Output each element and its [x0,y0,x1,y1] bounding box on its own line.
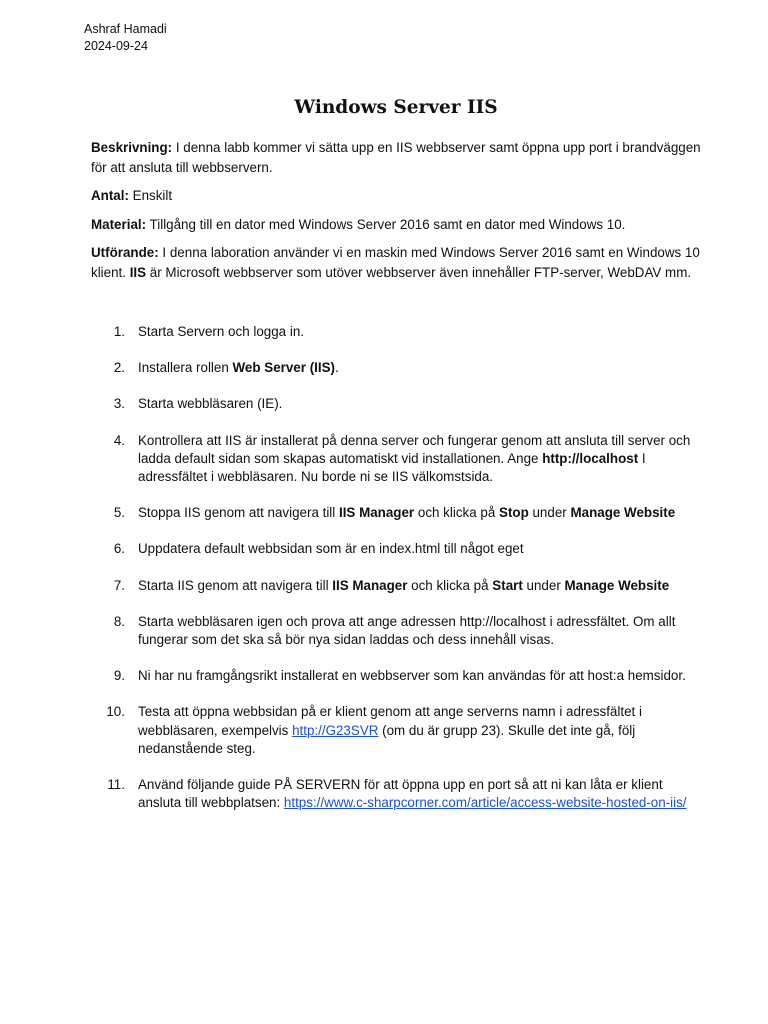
step-bold: IIS Manager [332,577,408,593]
step-bold: http://localhost [542,450,639,466]
step-text: Använd följande guide PÅ SERVERN för att öppna upp en port så att ni kan låta er klient ansluta till webbplatsen: [138,777,663,811]
step-text: Starta Servern och logga in. [138,324,304,339]
section-utforande [91,243,706,282]
step-text: Starta IIS genom att navigera till [138,577,333,593]
step-9 [91,667,706,685]
step-8 [91,613,706,649]
step-4 [91,432,706,487]
step-text: Starta webbläsaren igen och prova att ange adressen http://localhost i adressfältet. Om allt fungerar som det ska så bör nya sidan laddas och dess innehåll visas. [138,613,676,648]
step-2 [91,359,706,377]
step-bold: IIS Manager [338,505,415,521]
step-bold: Start [492,577,523,593]
step-text: I adressfältet i webbläsaren. Nu borde ni se IIS välkomstsida. [138,450,646,485]
step-bold: Manage Website [570,505,676,521]
author-name: Ashraf Hamadi [84,22,167,36]
step-number: 10 . [91,703,125,721]
server-link[interactable]: http://G23SVR [292,722,379,738]
document-header [84,21,167,55]
step-text: Kontrollera att IIS är installerat på denna server och fungerar genom att ansluta till server och ladda default sidan som skapas automatiskt vid installationen. Ange [138,432,691,466]
step-text: Testa att öppna webbsidan på er klient genom att ange serverns namn i adressfältet i webbläsaren, exempelvis [138,704,642,738]
step-text: . [334,360,339,376]
step-text: Stoppa IIS genom att navigera till [138,505,339,521]
document-title: Windows Server IIS [294,97,498,118]
section-text: I denna labb kommer vi sätta upp en IIS webbserver samt öppna upp port i brandväggen för att ansluta till webbservern. [91,140,701,175]
step-number: 9 . [91,667,125,685]
step-5 [91,504,706,522]
step-6 [91,540,706,558]
step-bold: Stop [499,505,529,521]
step-text: (om du är grupp 23). Skulle det inte gå, följ nedanstående steg. [138,722,636,756]
step-text: under [528,505,571,521]
section-text: I denna laboration använder vi en maskin med Windows Server 2016 samt en Windows 10 klient. [91,245,700,280]
document-intro [91,138,706,282]
step-number: 2 . [91,359,125,377]
step-7 [91,577,706,595]
steps-list [91,323,706,830]
section-label: Antal: [91,188,129,203]
step-text: och klicka på [407,577,493,593]
step-number: 8 . [91,613,125,631]
section-text: är Microsoft webbserver som utöver webbserver även innehåller FTP-server, WebDAV mm. [146,264,692,280]
step-text: Uppdatera default webbsidan som är en index.html till något eget [138,541,524,557]
step-bold: Web Server (IIS) [232,360,335,376]
step-text: under [522,577,565,593]
step-text: och klicka på [414,505,500,521]
step-1 [91,323,706,341]
section-label: Utförande: [91,245,159,260]
section-label: Beskrivning: [91,140,173,155]
step-10 [91,703,706,758]
document-date: 2024-09-24 [84,39,148,53]
step-text: Starta webbläsaren (IE). [138,396,283,412]
section-bold-term: IIS [129,264,147,280]
step-11 [91,776,706,812]
step-number: 1 . [91,323,125,341]
section-text: Enskilt [128,188,173,203]
step-3 [91,395,706,413]
step-number: 5 . [91,504,125,522]
step-text: Installera rollen [138,360,233,376]
step-text: Ni har nu framgångsrikt installerat en webbserver som kan användas för att host:a hemsidor. [138,668,686,684]
section-text: Tillgång till en dator med Windows Server 2016 samt en dator med Windows 10. [146,216,626,232]
step-bold: Manage Website [564,577,670,593]
section-label: Material: [91,216,147,232]
step-number: 7 . [91,577,125,595]
section-antal [91,186,706,206]
step-number: 4 . [91,432,125,450]
step-number: 3 . [91,395,125,413]
guide-link[interactable]: https://www.c-sharpcorner.com/article/access-website-hosted-on-iis/ [283,795,687,811]
step-number: 11 . [91,776,125,794]
section-material [91,215,706,235]
section-beskrivning [91,138,706,177]
step-number: 6 . [91,540,125,558]
